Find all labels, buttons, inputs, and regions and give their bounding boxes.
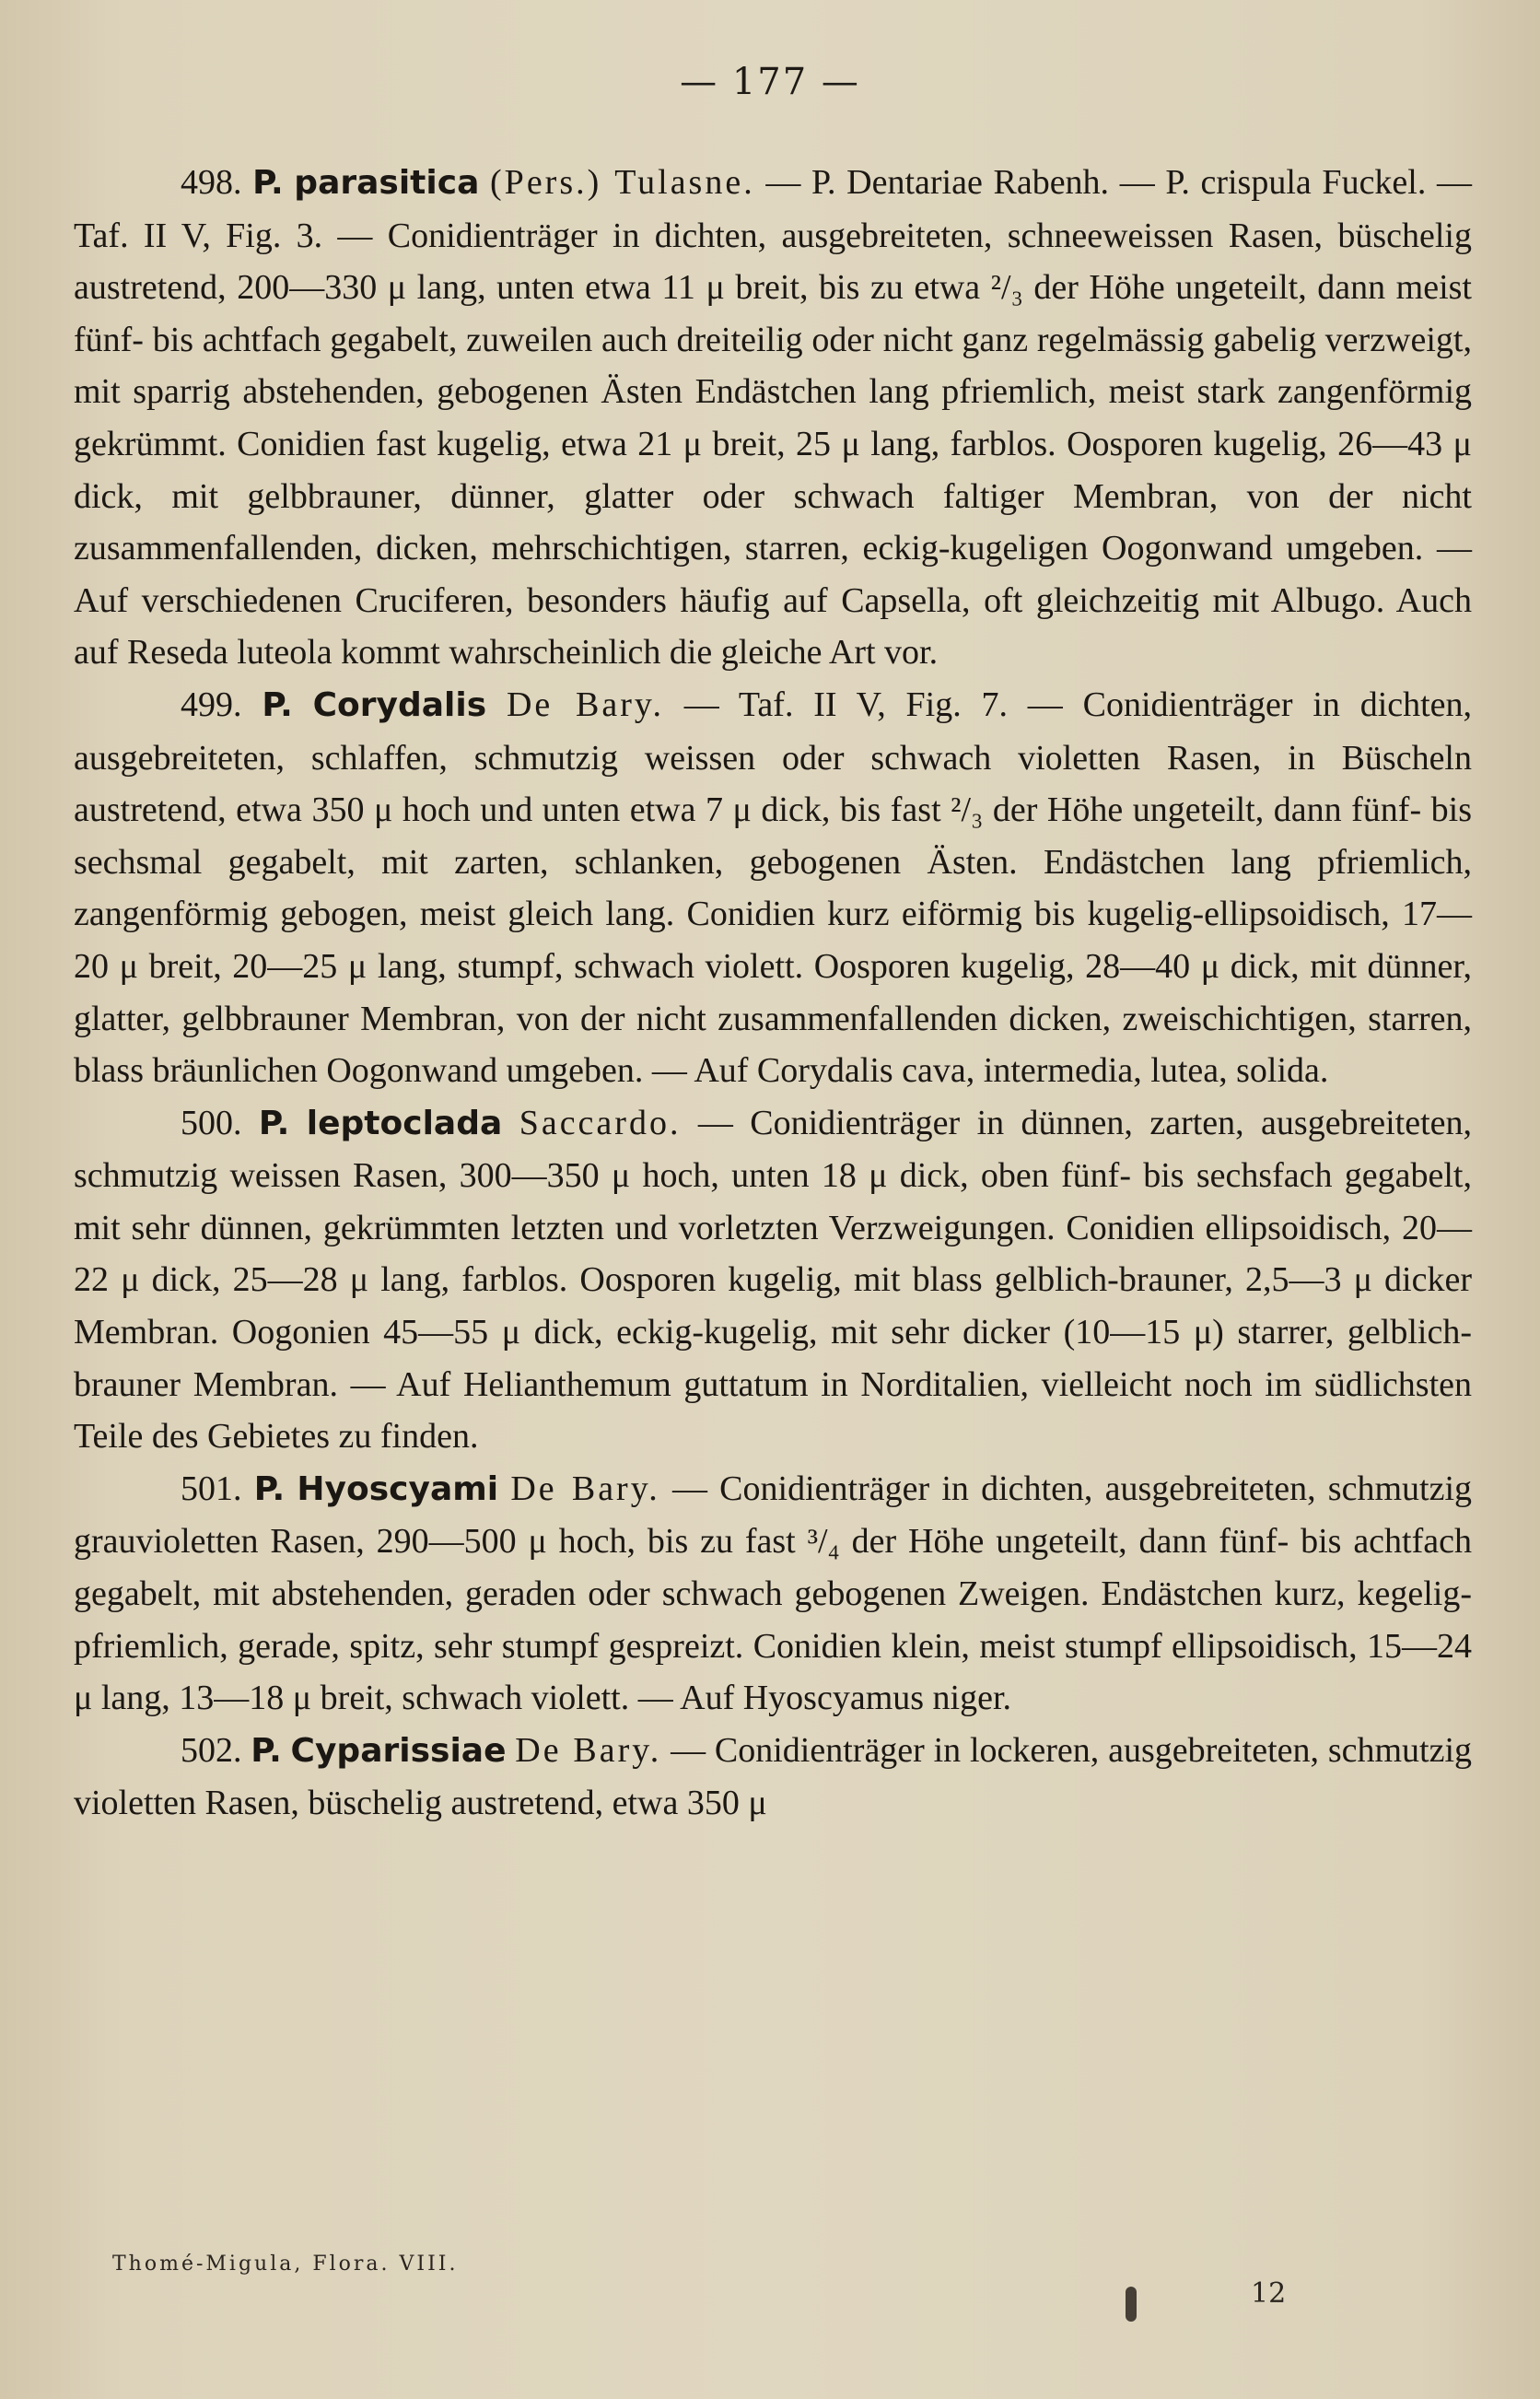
- ink-speck: [1126, 2287, 1137, 2322]
- entry-genus: P.: [258, 1104, 290, 1142]
- entry-genus: P.: [262, 685, 293, 724]
- entry-epithet: Corydalis: [312, 685, 487, 724]
- entry-author: De Bary.: [506, 685, 664, 724]
- entry-epithet: parasitica: [294, 164, 480, 202]
- sheet-number: 12: [1251, 2277, 1287, 2310]
- species-entry-498: [74, 157, 1472, 679]
- species-entry-499: [74, 679, 1472, 1097]
- signature-line: Thomé-Migula, Flora. VIII.: [112, 2253, 459, 2276]
- entry-author: De Bary.: [510, 1469, 660, 1508]
- entry-epithet: Hyoscyami: [297, 1469, 499, 1508]
- entry-description: — Conidienträger in lockeren, ausgebreiteten, schmutzig violetten Rasen, büschelig austretend, etwa 350 μ: [74, 1730, 1473, 1823]
- entry-epithet: Cyparissiae: [290, 1731, 507, 1770]
- entry-description: — Taf. II V, Fig. 7. — Conidienträger in dichten, ausgebreiteten, schlaffen, schmutzig weissen oder schwach violetten Rasen, in Büscheln austretend, etwa 350 μ hoch und unten etwa 7 μ dick, bis fast ²/₃ der Höhe ungeteilt, dann fünf- bis sechsmal gegabelt, mit zarten, schlanken, gebogenen Ästen. Endästchen lang pfriemlich, zangenförmig gebogen, meist gleich lang. Conidien kurz eiförmig bis kugelig-ellipsoidisch, 17—20 μ breit, 20—25 μ lang, stumpf, schwach violett. Oosporen kugelig, 28—40 μ dick, mit dünner, glatter, gelbbrauner Membran, von der nicht zusammenfallenden dicken, zweischichtigen, starren, blass bräunlichen Oogonwand umgeben. — Auf Corydalis cava, intermedia, lutea, solida.: [74, 685, 1473, 1091]
- species-entry-501: [74, 1463, 1472, 1725]
- entry-number: 500.: [181, 1103, 242, 1142]
- entry-number: 502.: [181, 1730, 242, 1770]
- entry-number: 499.: [181, 685, 242, 724]
- entry-description: — Conidienträger in dünnen, zarten, ausgebreiteten, schmutzig weissen Rasen, 300—350 μ hoch, unten 18 μ dick, oben fünf- bis sechsfach gegabelt, mit sehr dünnen, gekrümmten letzten und vorletzten Verzweigungen. Conidien ellipsoidisch, 20—22 μ dick, 25—28 μ lang, farblos. Oosporen kugelig, mit blass gelblich-brauner, 2,5—3 μ dicker Membran. Oogonien 45—55 μ dick, eckig-kugelig, mit sehr dicker (10—15 μ) starrer, gelblich-brauner Membran. — Auf Helianthemum guttatum in Norditalien, vielleicht noch im südlichsten Teile des Gebietes zu finden.: [74, 1103, 1472, 1457]
- entry-number: 498.: [181, 163, 242, 202]
- body-text: [74, 157, 1472, 1830]
- entry-genus: P.: [251, 1731, 282, 1770]
- species-entry-500: [74, 1097, 1472, 1463]
- entry-author: (Pers.) Tulasne.: [490, 163, 755, 202]
- entry-description: — Conidienträger in dichten, ausgebreiteten, schmutzig grauvioletten Rasen, 290—500 μ hoch, bis zu fast ³/₄ der Höhe ungeteilt, dann fünf- bis achtfach gegabelt, mit abstehenden, geraden oder schwach gebogenen Zweigen. Endästchen kurz, kegelig-pfriemlich, gerade, spitz, sehr stumpf gespreizt. Conidien klein, meist stumpf ellipsoidisch, 15—24 μ lang, 13—18 μ breit, schwach violett. — Auf Hyoscyamus niger.: [74, 1469, 1473, 1718]
- entry-description: — P. Dentariae Rabenh. — P. crispula Fuckel. — Taf. II V, Fig. 3. — Conidienträger in dichten, ausgebreiteten, schneeweissen Rasen, büschelig austretend, 200—330 μ lang, unten etwa 11 μ breit, bis zu etwa ²/₃ der Höhe ungeteilt, dann meist fünf- bis achtfach gegabelt, zuweilen auch dreiteilig oder nicht ganz regelmässig gabelig verzweigt, mit sparrig abstehenden, gebogenen Ästen Endästchen lang pfriemlich, meist stark zangenförmig gekrümmt. Conidien fast kugelig, etwa 21 μ breit, 25 μ lang, farblos. Oosporen kugelig, 26—43 μ dick, mit gelbbrauner, dünner, glatter oder schwach faltiger Membran, von der nicht zusammenfallenden, dicken, mehrschichtigen, starren, eckig-kugeligen Oogonwand umgeben. — Auf verschiedenen Cruciferen, besonders häufig auf Capsella, oft gleichzeitig mit Albugo. Auch auf Reseda luteola kommt wahrscheinlich die gleiche Art vor.: [74, 163, 1473, 673]
- species-entry-502: [74, 1725, 1472, 1830]
- page-number-header: — 177 —: [680, 61, 860, 103]
- entry-genus: P.: [253, 1469, 286, 1508]
- entry-epithet: leptoclada: [306, 1104, 503, 1142]
- entry-genus: P.: [252, 164, 284, 202]
- entry-number: 501.: [181, 1469, 242, 1508]
- entry-author: Saccardo.: [519, 1103, 682, 1142]
- entry-author: De Bary.: [515, 1730, 662, 1770]
